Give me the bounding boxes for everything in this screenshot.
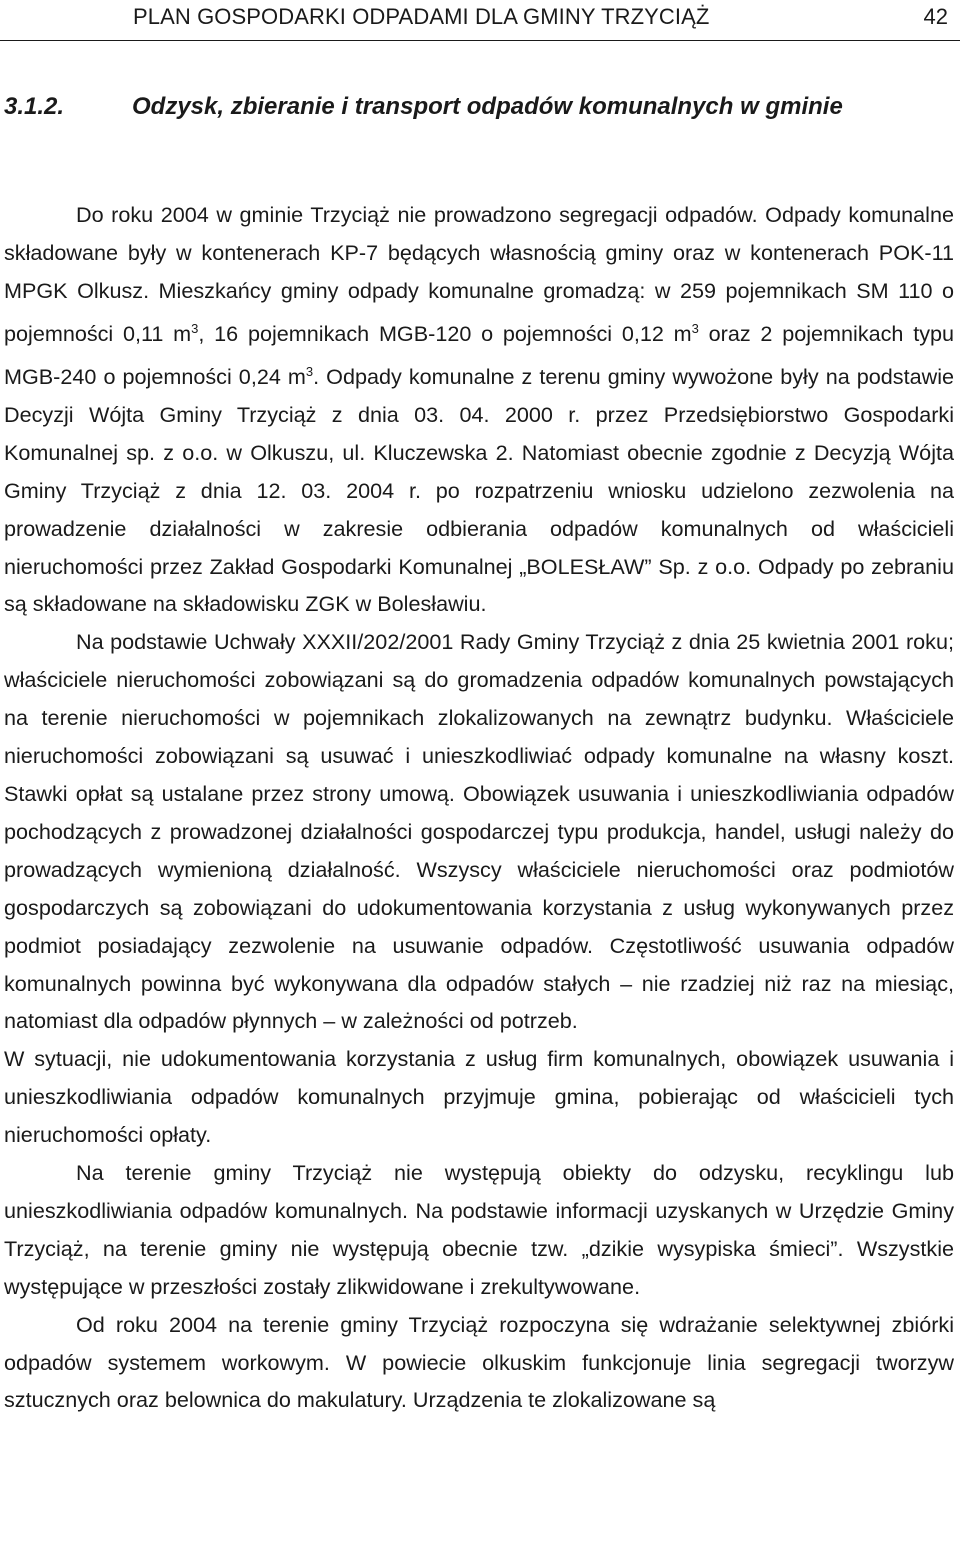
paragraph-1 [4,196,954,623]
paragraph-4: Na terenie gminy Trzyciąż nie występują obiekty do odzysku, recyklingu lub unieszkodliwiania odpadów komunalnych. Na podstawie informacji uzyskanych w Urzędzie Gminy Trzyciąż, na terenie gminy nie występują obecnie tzw. „dzikie wysypiska śmieci”. Wszystkie występujące w przeszłości zostały zlikwidowane i zrekultywowane. [4,1160,954,1299]
header-divider [0,40,960,41]
paragraph-1-text-b: , 16 pojemnikach MGB-120 o pojemności 0,12 m [198,320,692,346]
page-number: 42 [923,4,948,29]
section-number: 3.1.2. [4,93,65,120]
superscript-cubic: 3 [691,320,699,336]
paragraph-5: Od roku 2004 na terenie gminy Trzyciąż rozpoczyna się wdrażanie selektywnej zbiórki odpadów systemem workowym. W powiecie olkuskim funkcjonuje linia segregacji tworzyw sztucznych oraz belownica do makulatury. Urządzenia te zlokalizowane są [4,1311,954,1413]
paragraph-1-text-c: oraz 2 pojemnikach typu MGB-240 o pojemności 0,24 m [4,320,955,389]
paragraph-2: Na podstawie Uchwały XXXII/202/2001 Rady Gminy Trzyciąż z dnia 25 kwietnia 2001 roku; właściciele nieruchomości zobowiązani są do gromadzenia odpadów komunalnych powstających na terenie nieruchomości w pojemnikach zlokalizowanych na zewnątrz budynku. Właściciele nieruchomości zobowiązani są usuwać i unieszkodliwiać odpady komunalne na własny koszt. Stawki opłat są ustalane przez strony umową. Obowiązek usuwania i unieszkodliwiania odpadów pochodzących z prowadzonej działalności gospodarczej typu produkcja, handel, usługi należy do prowadzących wymienioną działalność. Wszyscy właściciele nieruchomości oraz podmiotów gospodarczych są zobowiązani do udokumentowania korzystania z usług wykonywanych przez podmiot posiadający zezwolenie na usuwanie odpadów. Częstotliwość usuwania odpadów komunalnych powinna być wykonywana dla odpadów stałych – nie rzadziej niż raz na miesiąc, natomiast dla odpadów płynnych – w zależności od potrzeb. [4,629,954,1034]
section-title: Odzysk, zbieranie i transport odpadów komunalnych w gminie [132,93,843,120]
superscript-cubic: 3 [191,320,199,336]
paragraph-1-text-a: Do roku 2004 w gminie Trzyciąż nie prowadzono segregacji odpadów. Odpady komunalne składowane były w kontenerach KP-7 będących własnością gminy oraz w kontenerach POK-11 MPGK Olkusz. Mieszkańcy gminy odpady komunalne gromadzą: w 259 pojemnikach SM 110 o pojemności 0,11 m [4,202,954,346]
document-title: PLAN GOSPODARKI ODPADAMI DLA GMINY TRZYCIĄŻ [133,4,710,29]
page-header [0,0,960,40]
paragraph-1-text-d: . Odpady komunalne z terenu gminy wywożone były na podstawie Decyzji Wójta Gminy Trzyciąż z dnia 03. 04. 2000 r. przez Przedsiębiorstwo Gospodarki Komunalnej sp. z o.o. w Olkuszu, ul. Kluczewska 2. Natomiast obecnie zgodnie z Decyzją Wójta Gminy Trzyciąż z dnia 12. 03. 2004 r. po rozpatrzeniu wniosku udzielono zezwolenia na prowadzenie działalności w zakresie odbierania odpadów komunalnych od właścicieli nieruchomości przez Zakład Gospodarki Komunalnej „BOLESŁAW” Sp. z o.o. Odpady po zebraniu są składowane na składowisku ZGK w Bolesławiu. [4,364,954,617]
body-text [4,196,954,1419]
paragraph-3: W sytuacji, nie udokumentowania korzystania z usług firm komunalnych, obowiązek usuwania i unieszkodliwiania odpadów komunalnych przyjmuje gmina, pobierając od właścicieli tych nieruchomości opłaty. [4,1046,954,1148]
superscript-cubic: 3 [305,363,314,379]
